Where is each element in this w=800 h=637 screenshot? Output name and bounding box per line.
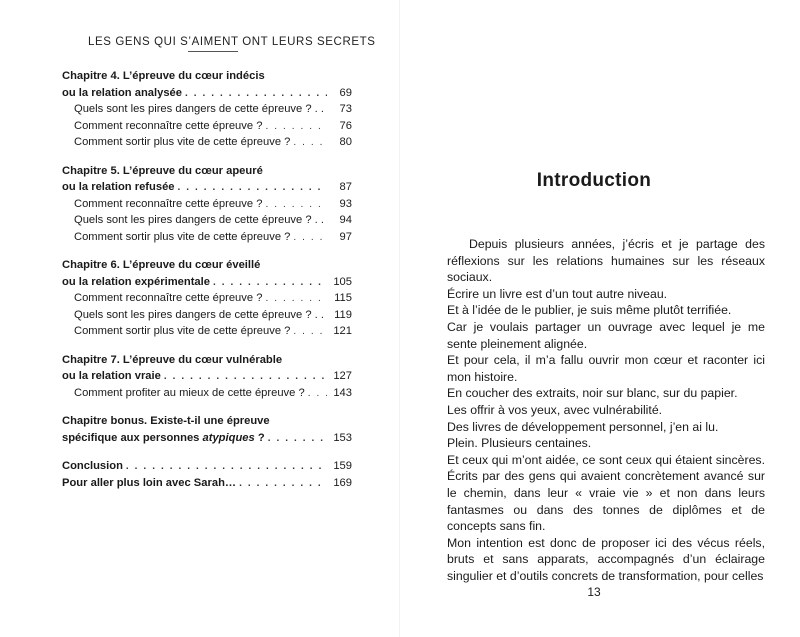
toc-chapter-6 [62, 257, 352, 340]
leader-dots [265, 197, 327, 214]
toc-entry [62, 85, 352, 102]
paragraph: Et ceux qui m’ont aidée, ce sont ceux qui étaient sincères. Écrits par des gens qui avaient concrètement avancé sur le chemin, dans leur « vraie vie » et non dans leurs fantasmes ou dans des tonnes de diplômes et de concepts sans fin. [447, 452, 765, 534]
subtitle-part: spécifique aux personnes [62, 431, 203, 444]
running-head-rule [188, 51, 238, 52]
toc-section-title: Comment profiter au mieux de cette épreuve ? [74, 386, 305, 399]
paragraph: Depuis plusieurs années, j’écris et je partage des réflexions sur les relations humaines sur les réseaux sociaux. [447, 237, 765, 285]
toc-entry [62, 307, 352, 324]
toc-entry [62, 458, 352, 475]
paragraph: Car je voulais partager un ouvrage avec lequel je me sente pleinement alignée. [447, 319, 765, 351]
paragraph: Les offrir à vos yeux, avec vulnérabilité. [447, 402, 663, 417]
toc-section-title: Comment sortir plus vite de cette épreuve ? [74, 325, 291, 337]
toc-page-number: 121 [333, 325, 352, 337]
toc-chapter-subtitle: ou la relation expérimentale [62, 275, 210, 288]
toc-chapter-title: Chapitre 7. L’épreuve du cœur vulnérable [62, 353, 283, 366]
toc-entry [62, 212, 352, 229]
toc-section-title: Comment reconnaître cette épreuve ? [74, 119, 263, 132]
leader-dots [164, 369, 327, 386]
page-number: 13 [587, 585, 601, 599]
table-of-contents [62, 68, 352, 503]
leader-dots [265, 291, 327, 308]
leader-dots [265, 119, 327, 136]
toc-chapter-title: Chapitre 5. L’épreuve du cœur apeuré [62, 164, 263, 177]
leader-dots [213, 275, 327, 292]
leader-dots [239, 476, 327, 493]
toc-section-title: Quels sont les pires dangers de cette épreuve ? . . [74, 103, 324, 115]
toc-chapter-5 [62, 163, 352, 246]
toc-page-number: 73 [339, 103, 352, 115]
leader-dots [293, 135, 327, 152]
toc-page-number: 119 [334, 308, 352, 321]
toc-section-title: Comment reconnaître cette épreuve ? [74, 292, 263, 304]
subtitle-emphasis: atypiques [202, 431, 255, 444]
toc-page-number: 87 [339, 181, 352, 193]
toc-chapter-subtitle: ou la relation vraie [62, 370, 161, 382]
toc-section-title: Comment sortir plus vite de cette épreuve ? [74, 136, 291, 148]
toc-chapter-subtitle: ou la relation analysée [62, 86, 183, 99]
toc-entry [62, 118, 352, 135]
toc-back-matter [62, 458, 352, 491]
toc-entry [62, 134, 352, 151]
toc-page-number: 127 [333, 370, 352, 382]
paragraph: Des livres de développement personnel, j’en ai lu. [447, 419, 719, 434]
toc-page-number: 169 [333, 476, 352, 489]
toc-page-number: 93 [339, 197, 352, 210]
toc-page-number: 76 [339, 119, 352, 132]
toc-entry [62, 101, 352, 118]
toc-page-number: 80 [339, 136, 352, 148]
chapter-title: Introduction [536, 170, 652, 191]
toc-chapter-4 [62, 68, 352, 151]
toc-page-number: 153 [333, 431, 352, 444]
toc-entry [62, 179, 352, 196]
toc-chapter-subtitle [62, 430, 265, 447]
paragraph: Et pour cela, il m’a fallu ouvrir mon cœur et raconter ici mon histoire. [447, 353, 765, 384]
toc-section-title: Quels sont les pires dangers de cette épreuve ? . . [74, 308, 324, 321]
toc-page-number: 69 [339, 86, 352, 99]
toc-entry [62, 274, 352, 291]
toc-entry [62, 290, 352, 307]
subtitle-part: ? [254, 431, 265, 444]
toc-chapter-title: Chapitre 4. L’épreuve du cœur indécis [62, 70, 265, 82]
toc-chapter-7 [62, 352, 352, 402]
toc-section-title: Comment sortir plus vite de cette épreuve ? [74, 230, 291, 243]
leader-dots [308, 386, 327, 403]
toc-further: Pour aller plus loin avec Sarah… [62, 476, 237, 489]
toc-entry [62, 475, 352, 492]
right-page [400, 0, 800, 637]
toc-page-number: 97 [339, 230, 352, 243]
toc-entry [62, 430, 352, 447]
leader-dots [185, 86, 327, 103]
toc-page-number: 143 [333, 386, 352, 399]
paragraph: En coucher des extraits, noir sur blanc, sur du papier. [447, 386, 738, 401]
paragraph: Plein. Plusieurs centaines. [447, 436, 592, 451]
toc-chapter-title: Chapitre bonus. Existe-t-il une épreuve [62, 415, 270, 427]
leader-dots [293, 324, 327, 341]
toc-page-number: 105 [333, 275, 352, 288]
running-head: LES GENS QUI S’AIMENT ONT LEURS SECRETS [88, 36, 376, 48]
toc-entry [62, 196, 352, 213]
toc-page-number: 115 [334, 292, 352, 304]
toc-chapter-title: Chapitre 6. L’épreuve du cœur éveillé [62, 259, 261, 271]
toc-entry [62, 323, 352, 340]
toc-section-title: Quels sont les pires dangers de cette épreuve ? . . [74, 214, 324, 226]
toc-section-title: Comment reconnaître cette épreuve ? [74, 197, 263, 210]
leader-dots [126, 459, 327, 476]
toc-chapter-bonus [62, 413, 352, 446]
toc-entry [62, 385, 352, 402]
body-text [447, 236, 765, 584]
leader-dots [293, 230, 327, 247]
paragraph: Mon intention est donc de proposer ici des vécus réels, bruts et sans apparats, accompagnés d’un éclairage singulier et d’outils concrets de transformation, pour celles [447, 535, 765, 583]
paragraph: Écrire un livre est d’un tout autre niveau. [447, 286, 668, 301]
leader-dots [268, 431, 327, 448]
toc-entry [62, 368, 352, 385]
paragraph: Et à l’idée de le publier, je suis même plutôt terrifiée. [447, 303, 732, 318]
toc-page-number: 94 [339, 214, 352, 226]
toc-conclusion: Conclusion [62, 460, 123, 472]
toc-entry [62, 229, 352, 246]
toc-page-number: 159 [333, 460, 352, 472]
toc-chapter-subtitle: ou la relation refusée [62, 181, 175, 193]
leader-dots [178, 180, 327, 197]
